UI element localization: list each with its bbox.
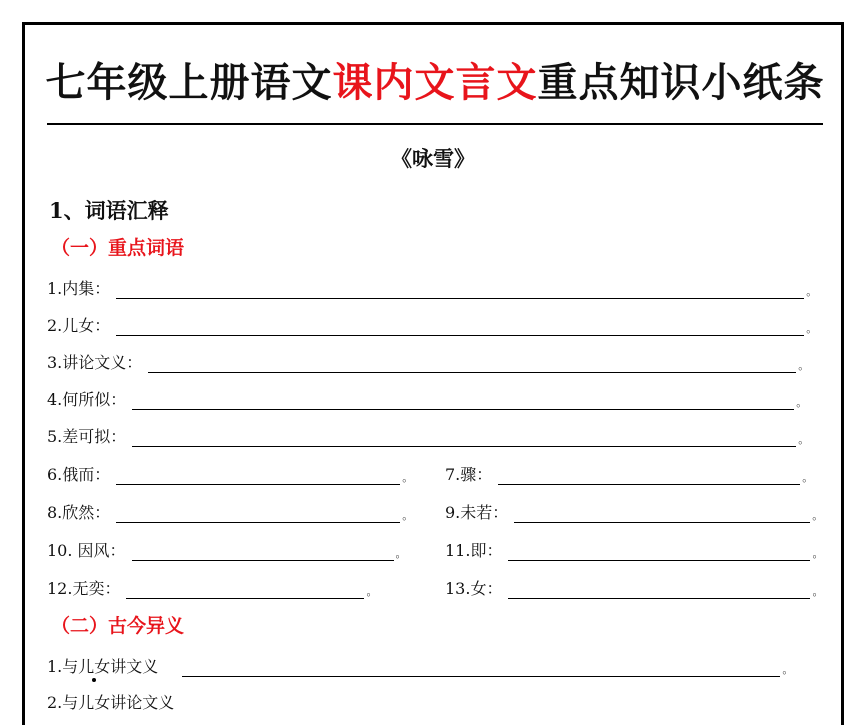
vocab-label: 11.即： — [445, 541, 503, 560]
ancient-sentence: 2.与儿女讲论文义 — [47, 693, 175, 712]
vocab-item — [445, 533, 823, 561]
answer-blank[interactable] — [514, 502, 810, 523]
emphasis-dot — [92, 678, 96, 682]
lesson-title: 《咏雪》 — [391, 146, 475, 171]
answer-blank[interactable] — [148, 352, 796, 373]
stop-mark: 。 — [812, 547, 824, 560]
stop-mark: 。 — [798, 359, 810, 372]
vocab-item — [47, 495, 413, 523]
vocab-item — [47, 345, 809, 373]
emphasis-word — [78, 657, 110, 676]
vocab-item — [47, 308, 817, 336]
stop-mark: 。 — [782, 663, 794, 676]
vocab-item — [47, 382, 807, 410]
answer-blank[interactable] — [182, 656, 780, 677]
section-heading-vocab: 1、词语汇释 — [49, 198, 169, 223]
stop-mark: 。 — [802, 471, 814, 484]
vocab-item — [47, 271, 817, 299]
stop-mark: 。 — [798, 433, 810, 446]
vocab-item — [47, 533, 407, 561]
vocab-label: 9.未若： — [445, 503, 509, 522]
vocab-label: 8.欣然： — [47, 503, 111, 522]
vocab-item — [47, 571, 377, 599]
vocab-label: 12.无奕： — [47, 579, 121, 598]
sentence-suffix: 讲文义 — [110, 657, 159, 676]
vocab-label: 4.何所似： — [47, 390, 127, 409]
vocab-label: 2.儿女： — [47, 316, 111, 335]
stop-mark: 。 — [402, 509, 414, 522]
page-title — [45, 51, 825, 108]
vocab-label: 7.骤： — [445, 465, 493, 484]
ancient-sentence — [47, 654, 158, 677]
subsection-heading-key-words: （一）重点词语 — [51, 237, 185, 259]
vocab-label: 13.女： — [445, 579, 503, 598]
vocab-label: 6.俄而： — [47, 465, 111, 484]
emphasis-text: 儿女 — [78, 657, 111, 676]
vocab-item — [445, 571, 823, 599]
answer-blank[interactable] — [132, 389, 794, 410]
stop-mark: 。 — [812, 585, 824, 598]
vocab-item — [47, 419, 809, 447]
sentence-prefix: 1.与 — [47, 657, 79, 676]
vocab-label: 5.差可拟： — [47, 427, 127, 446]
answer-blank[interactable] — [508, 578, 810, 599]
stop-mark: 。 — [806, 285, 818, 298]
answer-blank[interactable] — [126, 578, 364, 599]
answer-blank[interactable] — [132, 540, 394, 561]
worksheet-frame — [22, 22, 844, 725]
stop-mark: 。 — [806, 322, 818, 335]
answer-blank[interactable] — [116, 464, 400, 485]
answer-blank[interactable] — [116, 502, 400, 523]
title-highlight: 课内文言文 — [332, 59, 538, 106]
vocab-label: 10. 因风： — [47, 541, 126, 560]
stop-mark: 。 — [812, 509, 824, 522]
stop-mark: 。 — [366, 585, 378, 598]
title-part1: 七年级上册语文 — [45, 59, 333, 106]
title-part3: 重点知识小纸条 — [537, 59, 825, 106]
answer-blank[interactable] — [508, 540, 810, 561]
answer-blank[interactable] — [116, 315, 804, 336]
vocab-item — [445, 457, 813, 485]
ancient-item — [47, 649, 793, 677]
title-underline — [47, 123, 823, 125]
stop-mark: 。 — [395, 547, 407, 560]
answer-blank[interactable] — [498, 464, 800, 485]
vocab-item — [47, 457, 413, 485]
subsection-heading-ancient-modern: （二）古今异义 — [51, 615, 185, 637]
answer-blank[interactable] — [116, 278, 804, 299]
stop-mark: 。 — [402, 471, 414, 484]
vocab-label: 3.讲论文义： — [47, 353, 143, 372]
vocab-item — [445, 495, 823, 523]
answer-blank[interactable] — [132, 426, 796, 447]
stop-mark: 。 — [796, 396, 808, 409]
ancient-item — [47, 685, 174, 713]
vocab-label: 1.内集： — [47, 279, 111, 298]
